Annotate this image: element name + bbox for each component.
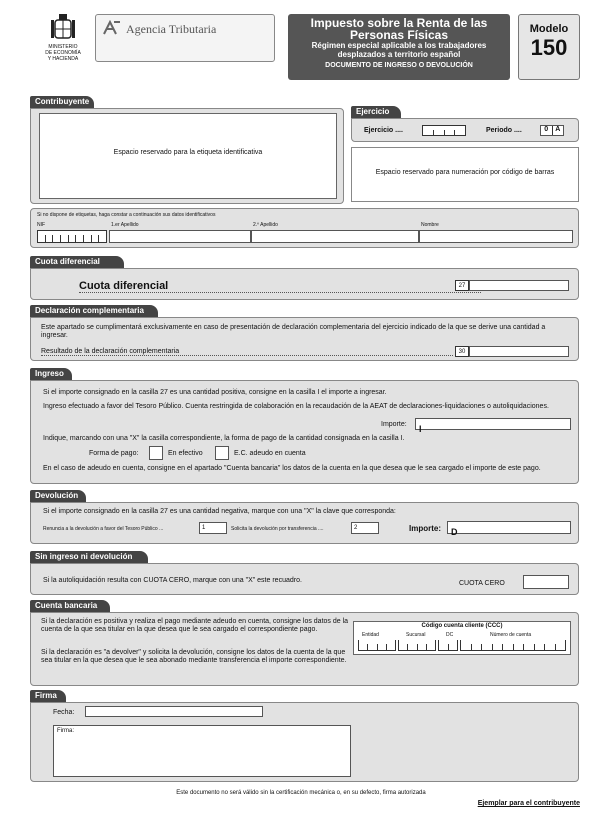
datos-intro: Si no dispone de etiquetas, haga constar a continuación sus datos identificativos: [37, 212, 216, 218]
renuncia-label: Renuncia a la devolución a favor del Tesoro Público ...: [43, 526, 164, 532]
resultado-input[interactable]: [469, 346, 569, 357]
casilla-30: 30: [455, 346, 469, 357]
nif-label: NIF: [37, 222, 46, 228]
ministry-logo: [40, 12, 86, 72]
devolucion-tab: Devolución: [30, 490, 86, 502]
ccc-box: [353, 621, 571, 655]
apellido2-label: 2.º Apellido: [253, 222, 278, 228]
periodo-value-2: A: [555, 126, 561, 133]
devolucion-section: [30, 502, 579, 544]
fecha-input[interactable]: [85, 706, 263, 717]
renuncia-key: 1: [202, 525, 206, 531]
cuota-cero-label: CUOTA CERO: [459, 580, 505, 587]
ingreso-line-2: Ingreso efectuado a favor del Tesoro Público. Cuenta restringida de colaboración en la recaudación de la AEAT de declaraciones-liquidaciones o autoliquidaciones.: [43, 403, 549, 410]
cuenta-p1: Si la declaración es positiva y realiza el pago mediante adeudo en cuenta, consigne los datos de la cuenta de la que sea titular en la que desea que le sea cargado el correspondiente pago.: [41, 618, 349, 633]
numero-cuenta-input[interactable]: [460, 640, 566, 651]
agency-box: [95, 14, 275, 62]
periodo-input[interactable]: [540, 125, 564, 136]
ingreso-section: [30, 380, 579, 484]
contribuyente-section: [30, 108, 344, 204]
devolucion-line-1: Si el importe consignado en la casilla 27 es una cantidad negativa, marque con una "X" la clave que corresponda:: [43, 508, 396, 515]
efectivo-checkbox[interactable]: [149, 446, 163, 460]
dc-input[interactable]: [438, 640, 458, 651]
entidad-label: Entidad: [362, 632, 379, 638]
cuota-input[interactable]: [469, 280, 569, 291]
barcode-area: [351, 147, 579, 202]
adeudo-checkbox[interactable]: [215, 446, 229, 460]
ingreso-importe-input[interactable]: [415, 418, 571, 434]
nombre-label: Nombre: [421, 222, 439, 228]
solicita-key: 2: [354, 525, 358, 531]
cuota-cero-checkbox[interactable]: [523, 575, 569, 589]
entidad-input[interactable]: [358, 640, 396, 651]
ejercicio-label: Ejercicio ....: [364, 127, 403, 134]
fecha-label: Fecha:: [53, 709, 75, 716]
cuenta-p2: Si la declaración es "a devolver" y solicita la devolución, consigne los datos de la cuenta de la que sea titular en la que desea que le sea abonado mediante transferencia el importe correspondiente.: [41, 649, 347, 664]
cuenta-section: [30, 612, 579, 686]
ingreso-line-4: En el caso de adeudo en cuenta, consigne en el apartado "Cuenta bancaria" los datos de la cuenta en la que desea que le sea cargado el importe de este pago.: [43, 465, 541, 472]
periodo-value: 0: [541, 126, 553, 135]
forma-pago-label: Forma de pago:: [89, 450, 139, 457]
ingreso-line-3: Indique, marcando con una "X" la casilla correspondiente, la forma de pago de la cantidad consignada en la casilla I.: [43, 435, 405, 442]
efectivo-label: En efectivo: [168, 450, 203, 457]
doc-type: DOCUMENTO DE INGRESO O DEVOLUCIÓN: [325, 62, 473, 69]
footer-note: Este documento no será válido sin la certificación mecánica o, en su defecto, firma autorizada: [176, 790, 426, 796]
label-area[interactable]: [39, 113, 337, 199]
complementaria-text: Este apartado se cumplimentará exclusivamente en caso de presentación de declaración complementaria del ejercicio indicado de la que se derive una cantidad a ingresar.: [41, 324, 546, 339]
renuncia-checkbox[interactable]: [199, 522, 227, 534]
solicita-checkbox[interactable]: [351, 522, 379, 534]
ingreso-line-1: Si el importe consignado en la casilla 27 es una cantidad positiva, consigne en la casilla I el importe a ingresar.: [43, 389, 387, 396]
subtitle-line-2: desplazados a territorio español: [337, 50, 461, 59]
ejercicio-section: [351, 118, 579, 142]
title-line-2: Personas Físicas: [349, 28, 449, 42]
modelo-label: Modelo: [529, 23, 569, 35]
modelo-box: [518, 14, 580, 80]
agency-logo-icon: [102, 20, 122, 36]
nombre-input[interactable]: [419, 230, 573, 243]
sin-ingreso-tab: Sin ingreso ni devolución: [30, 551, 148, 563]
cuota-label: [79, 280, 481, 293]
resultado-label: [41, 348, 453, 356]
cuenta-tab: Cuenta bancaria: [30, 600, 110, 612]
sucursal-label: Sucursal: [406, 632, 426, 638]
agency-name: Agencia Tributaria: [126, 22, 217, 36]
firma-label: Firma:: [57, 728, 74, 734]
resultado-label-text: Resultado de la declaración complementaria: [41, 348, 180, 355]
sucursal-input[interactable]: [398, 640, 436, 651]
casilla-27: 27: [455, 280, 469, 291]
ministry-line-3: Y HACIENDA: [47, 56, 79, 62]
sin-ingreso-section: [30, 563, 579, 595]
ejercicio-tab: Ejercicio: [351, 106, 401, 118]
periodo-label: Periodo ....: [486, 127, 522, 134]
apellido2-input[interactable]: [251, 230, 419, 243]
footer-copy: Ejemplar para el contribuyente: [477, 800, 580, 807]
ingreso-importe-key: I: [419, 424, 422, 434]
nif-input[interactable]: [37, 230, 107, 243]
coat-of-arms-icon: [50, 12, 76, 42]
devolucion-importe-label: Importe:: [409, 524, 441, 533]
ejercicio-input[interactable]: [422, 125, 466, 136]
complementaria-section: [30, 317, 579, 361]
title-box: [288, 14, 510, 80]
numero-cuenta-label: Número de cuenta: [490, 632, 532, 638]
firma-input[interactable]: [53, 725, 351, 777]
ministry-line-2: DE ECONOMÍA: [45, 50, 81, 56]
modelo-number: 150: [530, 35, 568, 60]
contribuyente-tab: Contribuyente: [30, 96, 94, 108]
apellido1-label: 1.er Apellido: [111, 222, 139, 228]
dc-label: DC: [446, 632, 454, 638]
barcode-text: Espacio reservado para numeración por código de barras: [375, 169, 555, 176]
cuota-tab: Cuota diferencial: [30, 256, 124, 268]
datos-section: [30, 208, 579, 248]
firma-section: [30, 702, 579, 782]
sin-ingreso-text: Si la autoliquidación resulta con CUOTA CERO, marque con una "X" este recuadro.: [43, 577, 302, 584]
cuota-section: [30, 268, 579, 300]
ministry-line-1: MINISTERIO: [48, 44, 78, 50]
ingreso-importe-label: Importe:: [381, 421, 407, 428]
title-line-1: Impuesto sobre la Renta de las: [310, 16, 488, 30]
subtitle-line-1: Régimen especial aplicable a los trabajadores: [311, 41, 487, 50]
ccc-title: Código cuenta cliente (CCC): [421, 623, 503, 629]
devolucion-importe-key: D: [451, 527, 458, 537]
apellido1-input[interactable]: [109, 230, 251, 243]
cuota-label-text: Cuota diferencial: [79, 280, 169, 292]
adeudo-label: E.C. adeudo en cuenta: [234, 450, 306, 457]
devolucion-importe-input[interactable]: [447, 521, 571, 537]
ingreso-tab: Ingreso: [30, 368, 72, 380]
label-area-text: Espacio reservado para la etiqueta identificativa: [113, 149, 263, 156]
firma-tab: Firma: [30, 690, 66, 702]
complementaria-tab: Declaración complementaria: [30, 305, 158, 317]
solicita-label: Solicita la devolución por transferencia ....: [231, 526, 324, 532]
